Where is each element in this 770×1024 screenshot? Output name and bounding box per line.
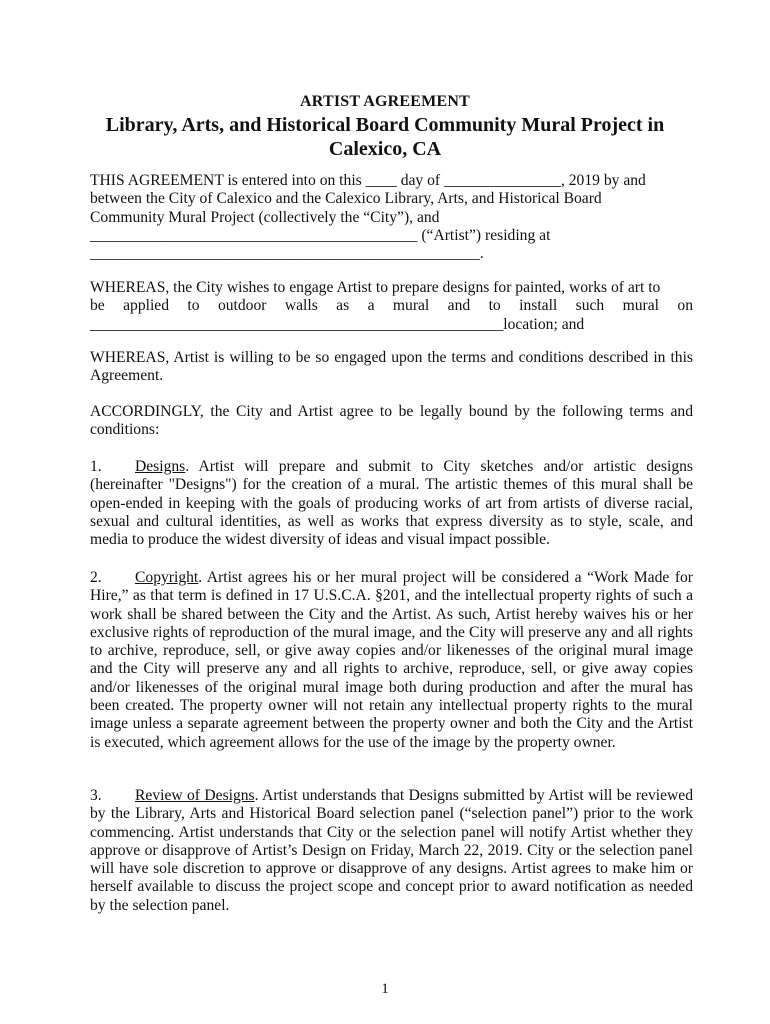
section-body: . Artist will prepare and submit to City sketches and/or artistic designs (hereinafter "Designs") for the creation of a mural. The artistic themes of this mural shall be open-ended in keeping with the goals of producing works of art from artists of diverse racial, sexual and cultural identities, as well as works that express diversity as to style, scale, and media to produce the widest diversity of ideas and visual impact possible.: [90, 458, 693, 549]
section-number: 2.: [90, 569, 102, 586]
intro-line-2: between the City of Calexico and the Calexico Library, Arts, and Historical Board: [90, 190, 602, 208]
intro-line-3: Community Mural Project (collectively the “City”), and: [90, 208, 440, 226]
title-line-2: Calexico, CA: [328, 138, 442, 160]
section-designs: [90, 458, 693, 549]
whereas1-line-1: WHEREAS, the City wishes to engage Artist to prepare designs for painted, works of art to: [90, 279, 661, 296]
title-line-1: Library, Arts, and Historical Board Community Mural Project in: [105, 114, 665, 136]
section-number: 1.: [90, 458, 102, 475]
section-heading: Review of Designs: [135, 787, 255, 804]
section-number: 3.: [90, 787, 102, 804]
whereas1-line-2: be applied to outdoor walls as a mural and to install such mural on: [90, 297, 693, 315]
page-number: 1: [381, 981, 389, 997]
accordingly-paragraph: ACCORDINGLY, the City and Artist agree to be legally bound by the following terms and conditions:: [90, 403, 693, 439]
intro-line-5: __________________________________________________.: [90, 245, 484, 263]
section-copyright: [90, 569, 693, 752]
whereas-paragraph-2: WHEREAS, Artist is willing to be so engaged upon the terms and conditions described in this Agreement.: [90, 349, 693, 385]
section-review-of-designs: [90, 787, 693, 915]
whereas1-line-3: _____________________________________________________location; and: [90, 315, 585, 333]
document-title: [0, 113, 770, 161]
section-heading: Copyright: [135, 569, 199, 586]
intro-paragraph: [90, 172, 693, 263]
section-heading: Designs: [135, 458, 186, 475]
section-body: . Artist agrees his or her mural project will be considered a “Work Made for Hire,” as that term is defined in 17 U.S.C.A. §201, and the intellectual property rights of such a work shall be shared between the City and the Artist. As such, Artist hereby waives his or her exclusive rights of reproduction of the mural image, and the City will preserve any and all rights to archive, reproduce, sell, or give away copies and/or likenesses of the original mural image and the City will preserve any and all rights to archive, reproduce, sell, or give away copies and/or likenesses of the original mural image both during production and after the mural has been created. The property owner will not retain any intellectual property rights to the mural image unless a separate agreement between the property owner and both the City and the Artist is executed, which agreement allows for the use of the image by the property owner.: [90, 569, 693, 751]
intro-line-4: __________________________________________ (“Artist”) residing at: [90, 226, 551, 244]
agreement-label: ARTIST AGREEMENT: [300, 93, 470, 110]
whereas-paragraph-1: [90, 279, 693, 334]
section-body: . Artist understands that Designs submitted by Artist will be reviewed by the Library, Arts and Historical Board selection panel (“selection panel”) prior to the work commencing. Artist understands that City or the selection panel will notify Artist whether they approve or disapprove of Artist’s Design on Friday, March 22, 2019. City or the selection panel will have sole discretion to approve or disapprove of any designs. Artist agrees to make him or herself available to discuss the project scope and concept prior to award notification as needed by the selection panel.: [90, 787, 693, 914]
intro-line-1: THIS AGREEMENT is entered into on this ____ day of _______________, 2019 by and: [90, 172, 646, 189]
